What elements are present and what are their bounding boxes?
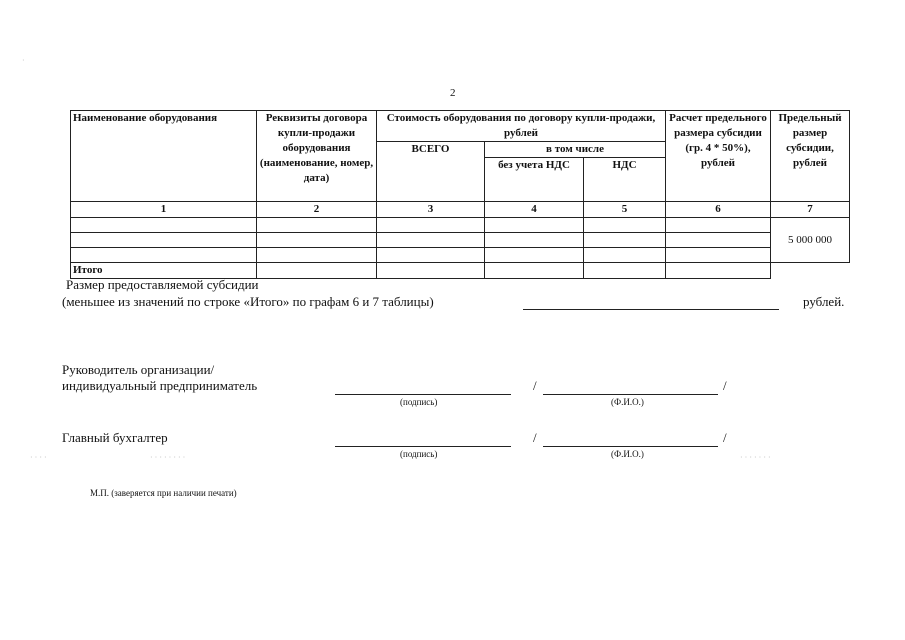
- column-number: 3: [377, 202, 485, 218]
- equipment-table: [70, 110, 850, 279]
- name-caption: (Ф.И.О.): [611, 449, 644, 459]
- header-contract-details: Реквизиты договора купли-продажи оборудования (наименование, номер, дата): [257, 111, 377, 202]
- scan-speck: · · · · · · · ·: [150, 453, 186, 462]
- header-total: ВСЕГО: [377, 142, 485, 202]
- header-limit-calculation: Расчет предельного размера субсидии (гр. 4 * 50%), рублей: [666, 111, 771, 202]
- table-row: [71, 218, 850, 233]
- column-number: 5: [584, 202, 666, 218]
- subsidy-unit: рублей.: [803, 294, 845, 309]
- scan-speck: · · · · · · ·: [740, 453, 771, 462]
- head-signature-line: [335, 394, 511, 395]
- accountant-signature-line: [335, 446, 511, 447]
- slash: /: [723, 378, 727, 393]
- slash: /: [533, 430, 537, 445]
- column-number: 7: [771, 202, 850, 218]
- accountant-name-line: [543, 446, 718, 447]
- column-number: 6: [666, 202, 771, 218]
- signature-caption: (подпись): [400, 397, 438, 407]
- header-max-subsidy: Предельный размер субсидии, рублей: [771, 111, 850, 202]
- header-without-vat: без учета НДС: [485, 158, 584, 202]
- header-cost-group: Стоимость оборудования по договору купли-продажи, рублей: [377, 111, 666, 142]
- scan-speck: ·: [22, 56, 25, 65]
- limit-value: 5 000 000: [771, 218, 850, 263]
- subsidy-condition: (меньшее из значений по строке «Итого» по графам 6 и 7 таблицы): [62, 294, 434, 309]
- head-title-line1: Руководитель организации/: [62, 362, 215, 377]
- column-number: 1: [71, 202, 257, 218]
- header-equipment-name: Наименование оборудования: [71, 111, 257, 202]
- table-row: [71, 248, 850, 263]
- slash: /: [723, 430, 727, 445]
- header-including: в том числе: [485, 142, 666, 158]
- signature-caption: (подпись): [400, 449, 438, 459]
- head-name-line: [543, 394, 718, 395]
- total-label: Итого: [71, 263, 257, 279]
- slash: /: [533, 378, 537, 393]
- page-number: 2: [450, 87, 456, 99]
- accountant-title: Главный бухгалтер: [62, 430, 168, 445]
- subsidy-amount-line: [523, 309, 779, 310]
- head-title-line2: индивидуальный предприниматель: [62, 378, 258, 393]
- column-number: 2: [257, 202, 377, 218]
- column-number: 4: [485, 202, 584, 218]
- scan-speck: · · · ·: [30, 453, 47, 462]
- name-caption: (Ф.И.О.): [611, 397, 644, 407]
- stamp-note: М.П. (заверяется при наличии печати): [90, 488, 237, 498]
- subsidy-label: Размер предоставляемой субсидии: [66, 277, 259, 292]
- header-vat: НДС: [584, 158, 666, 202]
- table-row: [71, 233, 850, 248]
